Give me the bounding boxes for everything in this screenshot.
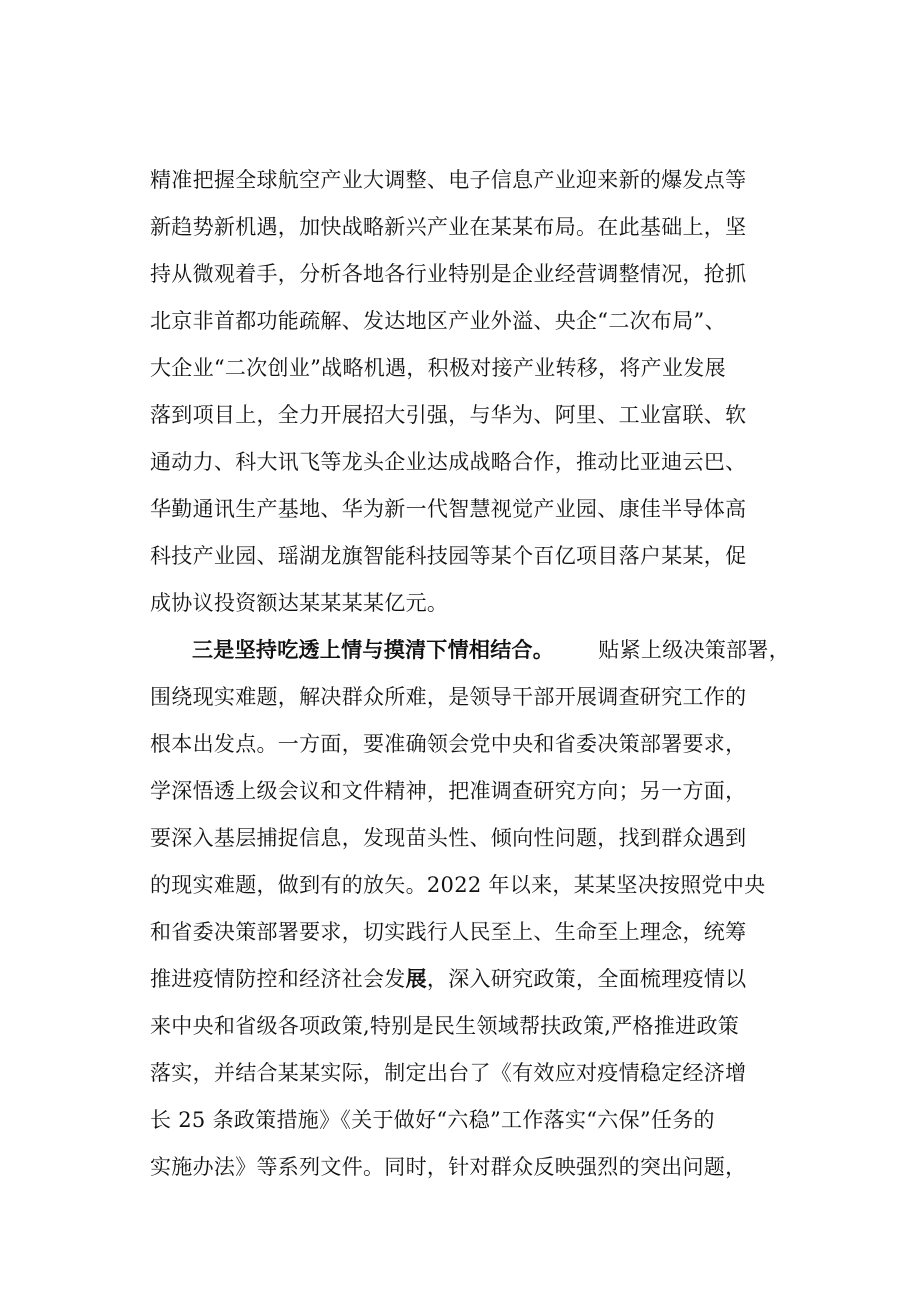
line-text: 长 25 条政策措施》《关于做好“六稳”工作落实“六保”任务的 (150, 1108, 715, 1132)
line-text-before: 推进疫情防控和经济社会发 (150, 967, 406, 991)
text-line (150, 392, 790, 439)
text-line (150, 439, 790, 486)
line-text: 实施办法》等系列文件。同时，针对群众反映强烈的突出问题， (150, 1155, 747, 1179)
section-heading: 三是坚持吃透上情与摸清下情相结合。 (192, 638, 555, 662)
line-text: 持从微观着手，分析各地各行业特别是企业经营调整情况，抢抓 (150, 262, 747, 286)
line-text: 成协议投资额达某某某某亿元。 (150, 591, 449, 615)
line-text: 要深入基层捕捉信息，发现苗头性、倾向性问题，找到群众遇到 (150, 826, 747, 850)
line-text: 通动力、科大讯飞等龙头企业达成战略合作，推动比亚迪云巴、 (150, 450, 747, 474)
text-line (150, 909, 790, 956)
text-line (150, 815, 790, 862)
text-line (150, 157, 790, 204)
line-text: 科技产业园、瑶湖龙旗智能科技园等某个百亿项目落户某某，促 (150, 544, 747, 568)
text-line (150, 345, 790, 392)
line-text: 落实，并结合某某实际，制定出台了《有效应对疫情稳定经济增 (150, 1061, 747, 1085)
text-line (150, 721, 790, 768)
line-text: 围绕现实难题，解决群众所难，是领导干部开展调查研究工作的 (150, 685, 747, 709)
line-text: 落到项目上，全力开展招大引强，与华为、阿里、工业富联、软 (150, 403, 747, 427)
text-line (150, 1097, 790, 1144)
text-line (150, 298, 790, 345)
line-text: 的现实难题，做到有的放矢。2022 年以来，某某坚决按照党中央 (150, 873, 766, 897)
section-heading-line (150, 627, 790, 674)
text-line (150, 956, 790, 1003)
text-line (150, 674, 790, 721)
text-line (150, 768, 790, 815)
line-text: 华勤通讯生产基地、华为新一代智慧视觉产业园、康佳半导体高 (150, 497, 747, 521)
line-text-segment (150, 956, 746, 1003)
text-line (150, 1050, 790, 1097)
line-text: 北京非首都功能疏解、发达地区产业外溢、央企“二次布局”、 (150, 309, 726, 333)
text-line (150, 1144, 790, 1191)
text-line (150, 1003, 790, 1050)
text-line (150, 862, 790, 909)
line-text: 来中央和省级各项政策,特别是民生领域帮扶政策,严格推进政策 (150, 1014, 740, 1038)
line-text: 根本出发点。一方面，要准确领会党中央和省委决策部署要求， (150, 732, 747, 756)
line-text: 学深悟透上级会议和文件精神，把准调查研究方向；另一方面， (150, 779, 747, 803)
line-text-after: ，深入研究政策，全面梳理疫情以 (426, 967, 747, 991)
line-text: 大企业“二次创业”战略机遇，积极对接产业转移，将产业发展 (150, 356, 726, 380)
line-text: 和省委决策部署要求，切实践行人民至上、生命至上理念，统筹 (150, 920, 747, 944)
text-line (150, 533, 790, 580)
bold-char: 展 (405, 967, 427, 991)
body-text (150, 157, 790, 1191)
text-line (150, 580, 790, 627)
text-line (150, 486, 790, 533)
text-line (150, 251, 790, 298)
line-text: 新趋势新机遇，加快战略新兴产业在某某布局。在此基础上，坚 (150, 215, 747, 239)
text-line (150, 204, 790, 251)
section-heading-tail: 贴紧上级决策部署， (598, 638, 790, 662)
line-text: 精准把握全球航空产业大调整、电子信息产业迎来新的爆发点等 (150, 168, 747, 192)
